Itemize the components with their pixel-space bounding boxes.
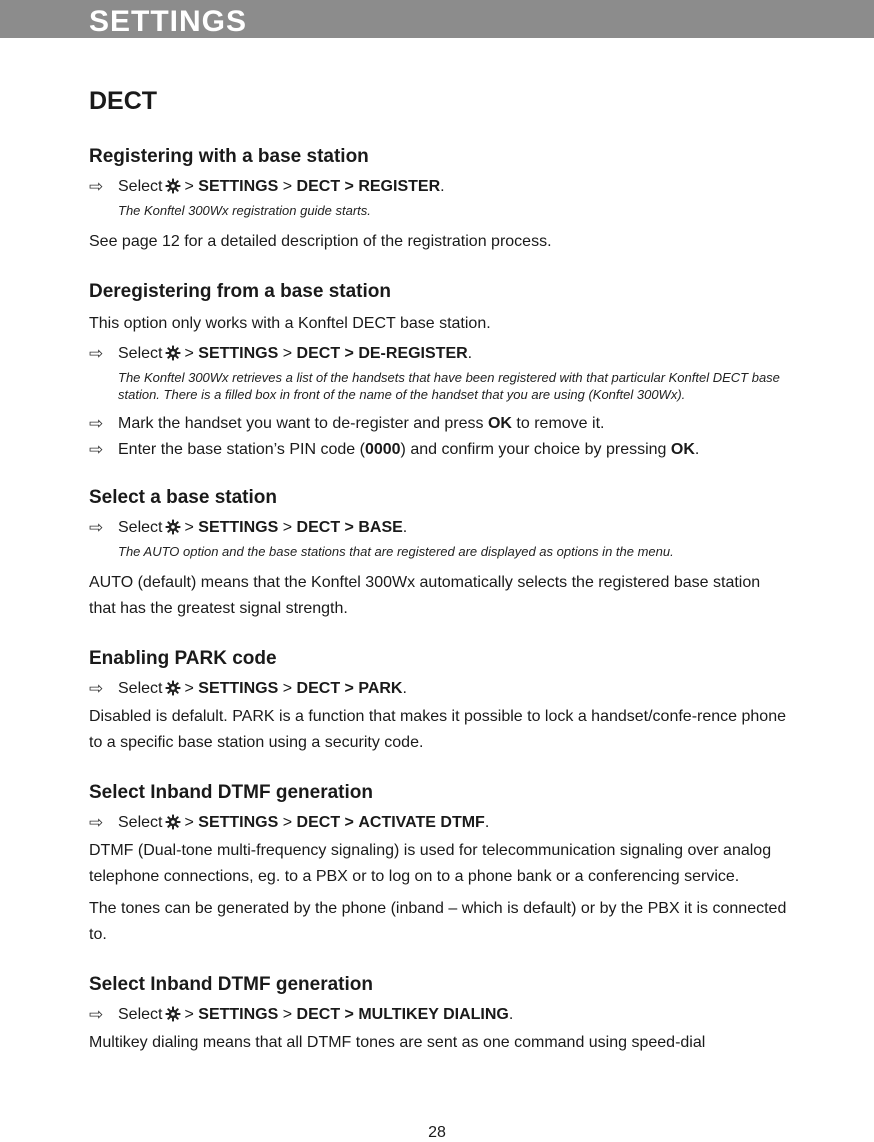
paragraph: See page 12 for a detailed description of the registration process.	[89, 233, 552, 250]
gear-icon	[165, 519, 181, 535]
gear-icon	[165, 680, 181, 696]
section-select-base	[89, 487, 789, 622]
section-title: Deregistering from a base station	[89, 281, 391, 302]
section-title: Enabling PARK code	[89, 648, 277, 669]
gear-icon	[165, 814, 181, 830]
instruction-step	[89, 439, 789, 461]
instruction-step	[89, 413, 789, 435]
paragraph: This option only works with a Konftel DECT base station.	[89, 315, 491, 332]
section-deregister	[89, 281, 789, 461]
page-number: 28	[428, 1124, 446, 1141]
paragraph: AUTO (default) means that the Konftel 300Wx automatically selects the registered base station that has the greatest signal strength.	[89, 574, 761, 617]
page-content	[89, 84, 789, 1082]
menu-path-step	[89, 812, 789, 834]
step-text: Mark the handset you want to de-register and press OK to remove it.	[118, 415, 605, 432]
gear-icon	[165, 345, 181, 361]
arrow-right-icon: ⇨	[89, 414, 104, 433]
arrow-right-icon: ⇨	[89, 518, 104, 537]
paragraph: The tones can be generated by the phone (inband – which is default) or by the PBX it is connected to.	[89, 900, 787, 943]
section-title: Select a base station	[89, 487, 277, 508]
arrow-right-icon: ⇨	[89, 1005, 104, 1024]
step-text: Select > SETTINGS > DECT > MULTIKEY DIALING.	[118, 1006, 514, 1023]
menu-path-step	[89, 1004, 789, 1026]
paragraph: DTMF (Dual-tone multi-frequency signaling) is used for telecommunication signaling over analog telephone connections, eg. to a PBX or to log on to a phone bank or a conferencing service.	[89, 842, 772, 885]
section-title: Select Inband DTMF generation	[89, 974, 373, 995]
step-text: Select > SETTINGS > DECT > ACTIVATE DTMF.	[118, 814, 490, 831]
arrow-right-icon: ⇨	[89, 344, 104, 363]
step-text: Enter the base station’s PIN code (0000) and confirm your choice by pressing OK.	[118, 441, 700, 458]
step-text: Select > SETTINGS > DECT > REGISTER.	[118, 178, 445, 195]
step-text: Select > SETTINGS > DECT > BASE.	[118, 519, 408, 536]
section-inband-dtmf	[89, 782, 789, 948]
menu-path-step	[89, 343, 789, 365]
gear-icon	[165, 1006, 181, 1022]
step-note: The AUTO option and the base stations that are registered are displayed as options in the menu.	[118, 544, 674, 559]
step-text: Select > SETTINGS > DECT > DE-REGISTER.	[118, 345, 473, 362]
menu-path-step	[89, 678, 789, 700]
arrow-right-icon: ⇨	[89, 679, 104, 698]
step-note: The Konftel 300Wx retrieves a list of the handsets that have been registered with that particular Konftel DECT base station. There is a filled box in front of the name of the handset that you are using (Konftel 300Wx).	[118, 370, 780, 402]
menu-path-step	[89, 517, 789, 539]
paragraph: Multikey dialing means that all DTMF tones are sent as one command using speed-dial	[89, 1034, 706, 1051]
arrow-right-icon: ⇨	[89, 177, 104, 196]
arrow-right-icon: ⇨	[89, 813, 104, 832]
section-register	[89, 146, 789, 255]
step-text: Select > SETTINGS > DECT > PARK.	[118, 680, 407, 697]
section-title: Select Inband DTMF generation	[89, 782, 373, 803]
gear-icon	[165, 178, 181, 194]
section-park-code	[89, 648, 789, 756]
menu-path-step	[89, 176, 789, 198]
document-title: DECT	[89, 87, 158, 115]
paragraph: Disabled is defalult. PARK is a function that makes it possible to lock a handset/confe-rence phone to a specific base station using a security code.	[89, 708, 786, 751]
page-header-title: SETTINGS	[89, 5, 248, 38]
step-note: The Konftel 300Wx registration guide starts.	[118, 203, 371, 218]
arrow-right-icon: ⇨	[89, 440, 104, 459]
section-title: Registering with a base station	[89, 146, 369, 167]
section-multikey-dialing	[89, 974, 789, 1056]
